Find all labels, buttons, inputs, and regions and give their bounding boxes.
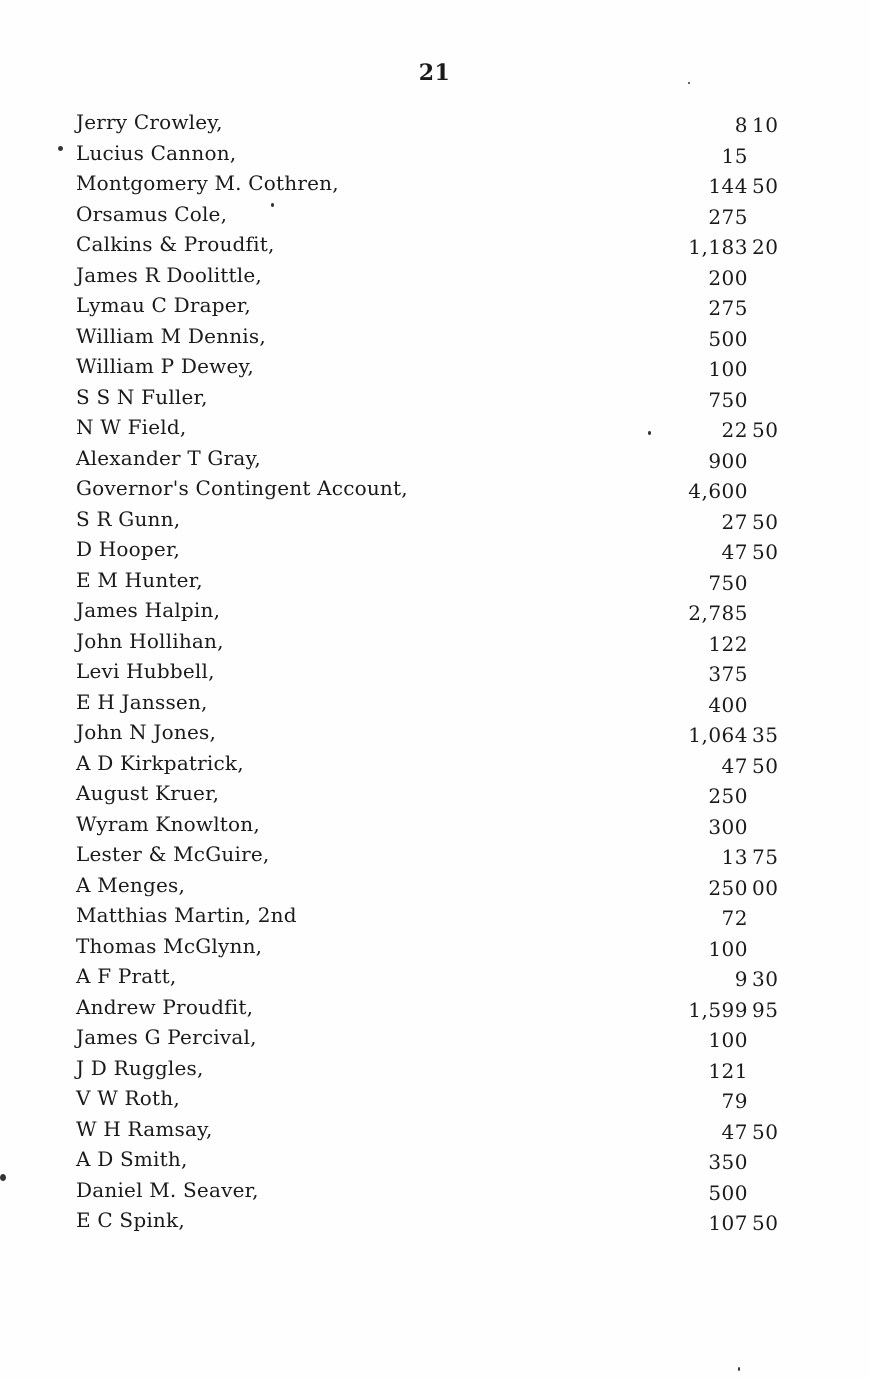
ledger-row xyxy=(76,1205,796,1236)
ledger-row xyxy=(76,870,796,901)
ledger-row xyxy=(76,168,796,199)
amount-dollars: 100 xyxy=(708,936,748,961)
payee-name: James G Percival, xyxy=(76,1025,257,1049)
payee-name: A F Pratt, xyxy=(76,964,177,988)
print-speck xyxy=(738,1367,740,1371)
payee-name: D Hooper, xyxy=(76,537,181,561)
amount-dollars: 122 xyxy=(708,631,748,656)
print-speck xyxy=(0,1174,6,1181)
ledger-row xyxy=(76,107,796,138)
amount-dollars: 121 xyxy=(708,1058,748,1083)
ledger-row xyxy=(76,260,796,291)
payee-name: E M Hunter, xyxy=(76,567,203,592)
amount-dollars: 4,600 xyxy=(688,479,748,503)
amount-cents: 50 xyxy=(752,1119,779,1144)
ledger-row xyxy=(76,992,796,1023)
payee-name: Orsamus Cole, xyxy=(76,201,228,226)
amount-dollars: 100 xyxy=(708,357,748,381)
amount-dollars: 100 xyxy=(708,1028,748,1052)
payee-name: James R Doolittle, xyxy=(76,262,262,287)
payee-name: J D Ruggles, xyxy=(76,1055,204,1080)
amount-cents: 95 xyxy=(752,997,779,1022)
amount-dollars: 22 xyxy=(721,418,748,442)
ledger-row xyxy=(76,1083,796,1114)
amount-dollars: 375 xyxy=(708,662,748,686)
payee-name: A D Smith, xyxy=(76,1147,188,1171)
amount-dollars: 107 xyxy=(708,1211,748,1235)
ledger-row xyxy=(76,1175,796,1206)
ledger-row xyxy=(76,534,796,565)
payee-name: Matthias Martin, 2nd xyxy=(76,903,297,927)
ledger-row xyxy=(76,1114,796,1145)
payee-name: William P Dewey, xyxy=(76,354,254,378)
amount-dollars: 750 xyxy=(708,570,748,595)
ledger-row xyxy=(76,321,796,352)
payee-name: James Halpin, xyxy=(76,598,221,622)
ledger-row xyxy=(76,717,796,748)
ledger-row xyxy=(76,626,796,657)
amount-dollars: 250 xyxy=(708,875,748,900)
ledger-row xyxy=(76,931,796,962)
ledger-row xyxy=(76,687,796,718)
amount-dollars: 27 xyxy=(721,509,748,534)
payee-name: Jerry Crowley, xyxy=(76,110,223,134)
ledger-row xyxy=(76,748,796,779)
payee-name: Lester & McGuire, xyxy=(76,842,270,866)
print-speck xyxy=(271,203,274,207)
amount-dollars: 47 xyxy=(721,1119,748,1144)
amount-dollars: 500 xyxy=(708,1180,748,1205)
payee-name: August Kruer, xyxy=(76,781,220,805)
print-speck xyxy=(58,146,63,151)
amount-cents: 50 xyxy=(752,540,779,564)
amount-dollars: 13 xyxy=(721,845,748,869)
payee-name: N W Field, xyxy=(76,415,187,439)
amount-cents: 10 xyxy=(752,113,779,137)
payee-name: A Menges, xyxy=(76,872,186,897)
ledger-row xyxy=(76,1022,796,1053)
amount-dollars: 47 xyxy=(721,753,748,778)
amount-dollars: 275 xyxy=(708,296,748,320)
amount-cents: 50 xyxy=(752,753,779,778)
ledger-row xyxy=(76,900,796,931)
ledger-row xyxy=(76,504,796,535)
ledger-row xyxy=(76,473,796,504)
payee-name: S S N Fuller, xyxy=(76,384,208,409)
ledger-row xyxy=(76,1144,796,1175)
payee-name: Thomas McGlynn, xyxy=(76,933,263,958)
amount-dollars: 2,785 xyxy=(688,601,748,625)
ledger-row xyxy=(76,382,796,413)
amount-cents: 50 xyxy=(752,418,779,442)
amount-cents: 50 xyxy=(752,509,779,534)
amount-dollars: 15 xyxy=(721,143,748,168)
payee-name: V W Roth, xyxy=(76,1086,180,1110)
payee-name: Governor's Contingent Account, xyxy=(76,476,408,500)
amount-cents: 30 xyxy=(752,967,779,991)
payment-list xyxy=(76,107,796,1236)
payee-name: Lucius Cannon, xyxy=(76,140,237,165)
payee-name: S R Gunn, xyxy=(76,506,181,531)
ledger-row xyxy=(76,565,796,596)
payee-name: Daniel M. Seaver, xyxy=(76,1177,259,1202)
payee-name: John N Jones, xyxy=(76,720,217,744)
amount-dollars: 300 xyxy=(708,814,748,839)
ledger-row xyxy=(76,809,796,840)
amount-dollars: 1,183 xyxy=(688,235,748,259)
payee-name: Levi Hubbell, xyxy=(76,659,215,683)
payee-name: A D Kirkpatrick, xyxy=(76,750,244,775)
ledger-row xyxy=(76,656,796,687)
payee-name: Montgomery M. Cothren, xyxy=(76,171,339,195)
ledger-row xyxy=(76,595,796,626)
amount-dollars: 79 xyxy=(721,1089,748,1113)
amount-cents: 20 xyxy=(752,235,779,259)
payee-name: Wyram Knowlton, xyxy=(76,811,260,836)
amount-dollars: 72 xyxy=(721,906,748,930)
amount-cents: 35 xyxy=(752,723,779,747)
ledger-row xyxy=(76,138,796,169)
ledger-row xyxy=(76,229,796,260)
amount-dollars: 250 xyxy=(708,784,748,808)
amount-dollars: 750 xyxy=(708,387,748,412)
ledger-row xyxy=(76,839,796,870)
amount-dollars: 400 xyxy=(708,692,748,717)
ledger-row xyxy=(76,290,796,321)
ledger-row xyxy=(76,199,796,230)
amount-dollars: 275 xyxy=(708,204,748,229)
payee-name: Lymau C Draper, xyxy=(76,293,251,317)
page-number: 21 xyxy=(418,60,451,86)
payee-name: William M Dennis, xyxy=(76,323,266,348)
payee-name: Andrew Proudfit, xyxy=(76,994,254,1019)
ledger-row xyxy=(76,1053,796,1084)
payee-name: W H Ramsay, xyxy=(76,1116,213,1141)
ledger-row xyxy=(76,778,796,809)
amount-dollars: 8 xyxy=(734,113,748,137)
amount-dollars: 47 xyxy=(721,540,748,564)
payee-name: Calkins & Proudfit, xyxy=(76,232,275,256)
amount-cents: 00 xyxy=(752,875,779,900)
amount-dollars: 1,599 xyxy=(688,997,748,1022)
print-speck xyxy=(688,82,690,84)
amount-cents: 50 xyxy=(752,1211,779,1235)
amount-dollars: 900 xyxy=(708,448,748,473)
amount-dollars: 1,064 xyxy=(688,723,748,747)
payee-name: Alexander T Gray, xyxy=(76,445,261,470)
amount-cents: 75 xyxy=(752,845,779,869)
amount-dollars: 350 xyxy=(708,1150,748,1174)
ledger-row xyxy=(76,412,796,443)
print-speck xyxy=(648,431,651,435)
payee-name: E C Spink, xyxy=(76,1208,185,1232)
ledger-row xyxy=(76,961,796,992)
amount-cents: 50 xyxy=(752,174,779,198)
amount-dollars: 144 xyxy=(708,174,748,198)
amount-dollars: 200 xyxy=(708,265,748,290)
amount-dollars: 500 xyxy=(708,326,748,351)
payee-name: E H Janssen, xyxy=(76,689,208,714)
payee-name: John Hollihan, xyxy=(76,628,224,653)
ledger-row xyxy=(76,443,796,474)
amount-dollars: 9 xyxy=(734,967,748,991)
ledger-row xyxy=(76,351,796,382)
